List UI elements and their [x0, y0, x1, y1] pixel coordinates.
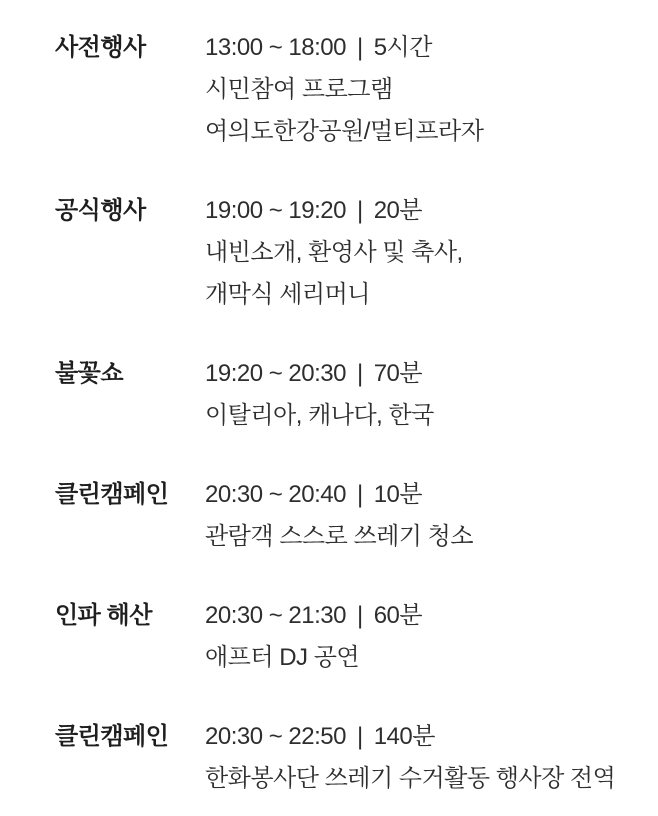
separator: |: [356, 33, 363, 62]
separator: |: [356, 722, 363, 751]
schedule-row-fireworks-show: [55, 353, 650, 437]
event-time: 20:30 ~ 22:50: [205, 723, 346, 750]
event-label: 클린캠페인: [55, 481, 169, 508]
event-label: 인파 해산: [55, 602, 152, 629]
event-content: [205, 474, 650, 558]
event-time: 20:30 ~ 21:30: [205, 602, 346, 629]
separator: |: [356, 480, 363, 509]
event-time: 19:00 ~ 19:20: [205, 197, 346, 224]
event-detail: 이탈리아, 캐나다, 한국: [205, 402, 434, 429]
event-duration: 140분: [373, 723, 435, 750]
event-detail: 시민참여 프로그램: [205, 76, 393, 103]
event-time-line: [205, 190, 650, 232]
schedule-row-clean-campaign-2: [55, 716, 650, 800]
event-detail: 관람객 스스로 쓰레기 청소: [205, 523, 474, 550]
event-time: 20:30 ~ 20:40: [205, 481, 346, 508]
schedule-row-official-event: [55, 190, 650, 316]
event-time-line: [205, 27, 650, 69]
separator: |: [356, 601, 363, 630]
event-detail: 한화봉사단 쓰레기 수거활동 행사장 전역: [205, 765, 616, 792]
event-content: [205, 595, 650, 679]
event-time: 13:00 ~ 18:00: [205, 34, 346, 61]
event-duration: 5시간: [373, 34, 432, 61]
event-duration: 10분: [373, 481, 423, 508]
event-detail: 내빈소개, 환영사 및 축사,: [205, 239, 463, 266]
event-content: [205, 27, 650, 153]
event-detail: 여의도한강공원/멀티프라자: [205, 118, 484, 145]
event-content: [205, 716, 650, 800]
event-content: [205, 353, 650, 437]
event-time-line: [205, 716, 650, 758]
separator: |: [356, 196, 363, 225]
event-label: 사전행사: [55, 34, 146, 61]
schedule-row-crowd-dispersal: [55, 595, 650, 679]
schedule-row-clean-campaign-1: [55, 474, 650, 558]
event-duration: 70분: [373, 360, 423, 387]
schedule-row-pre-event: [55, 27, 650, 153]
event-duration: 20분: [373, 197, 423, 224]
event-duration: 60분: [373, 602, 423, 629]
event-label: 불꽃쇼: [55, 360, 124, 387]
event-detail: 애프터 DJ 공연: [205, 644, 360, 671]
event-detail: 개막식 세리머니: [205, 281, 370, 308]
event-time-line: [205, 353, 650, 395]
event-label: 클린캠페인: [55, 723, 169, 750]
separator: |: [356, 359, 363, 388]
event-content: [205, 190, 650, 316]
event-time: 19:20 ~ 20:30: [205, 360, 346, 387]
event-time-line: [205, 474, 650, 516]
event-label: 공식행사: [55, 197, 146, 224]
event-time-line: [205, 595, 650, 637]
